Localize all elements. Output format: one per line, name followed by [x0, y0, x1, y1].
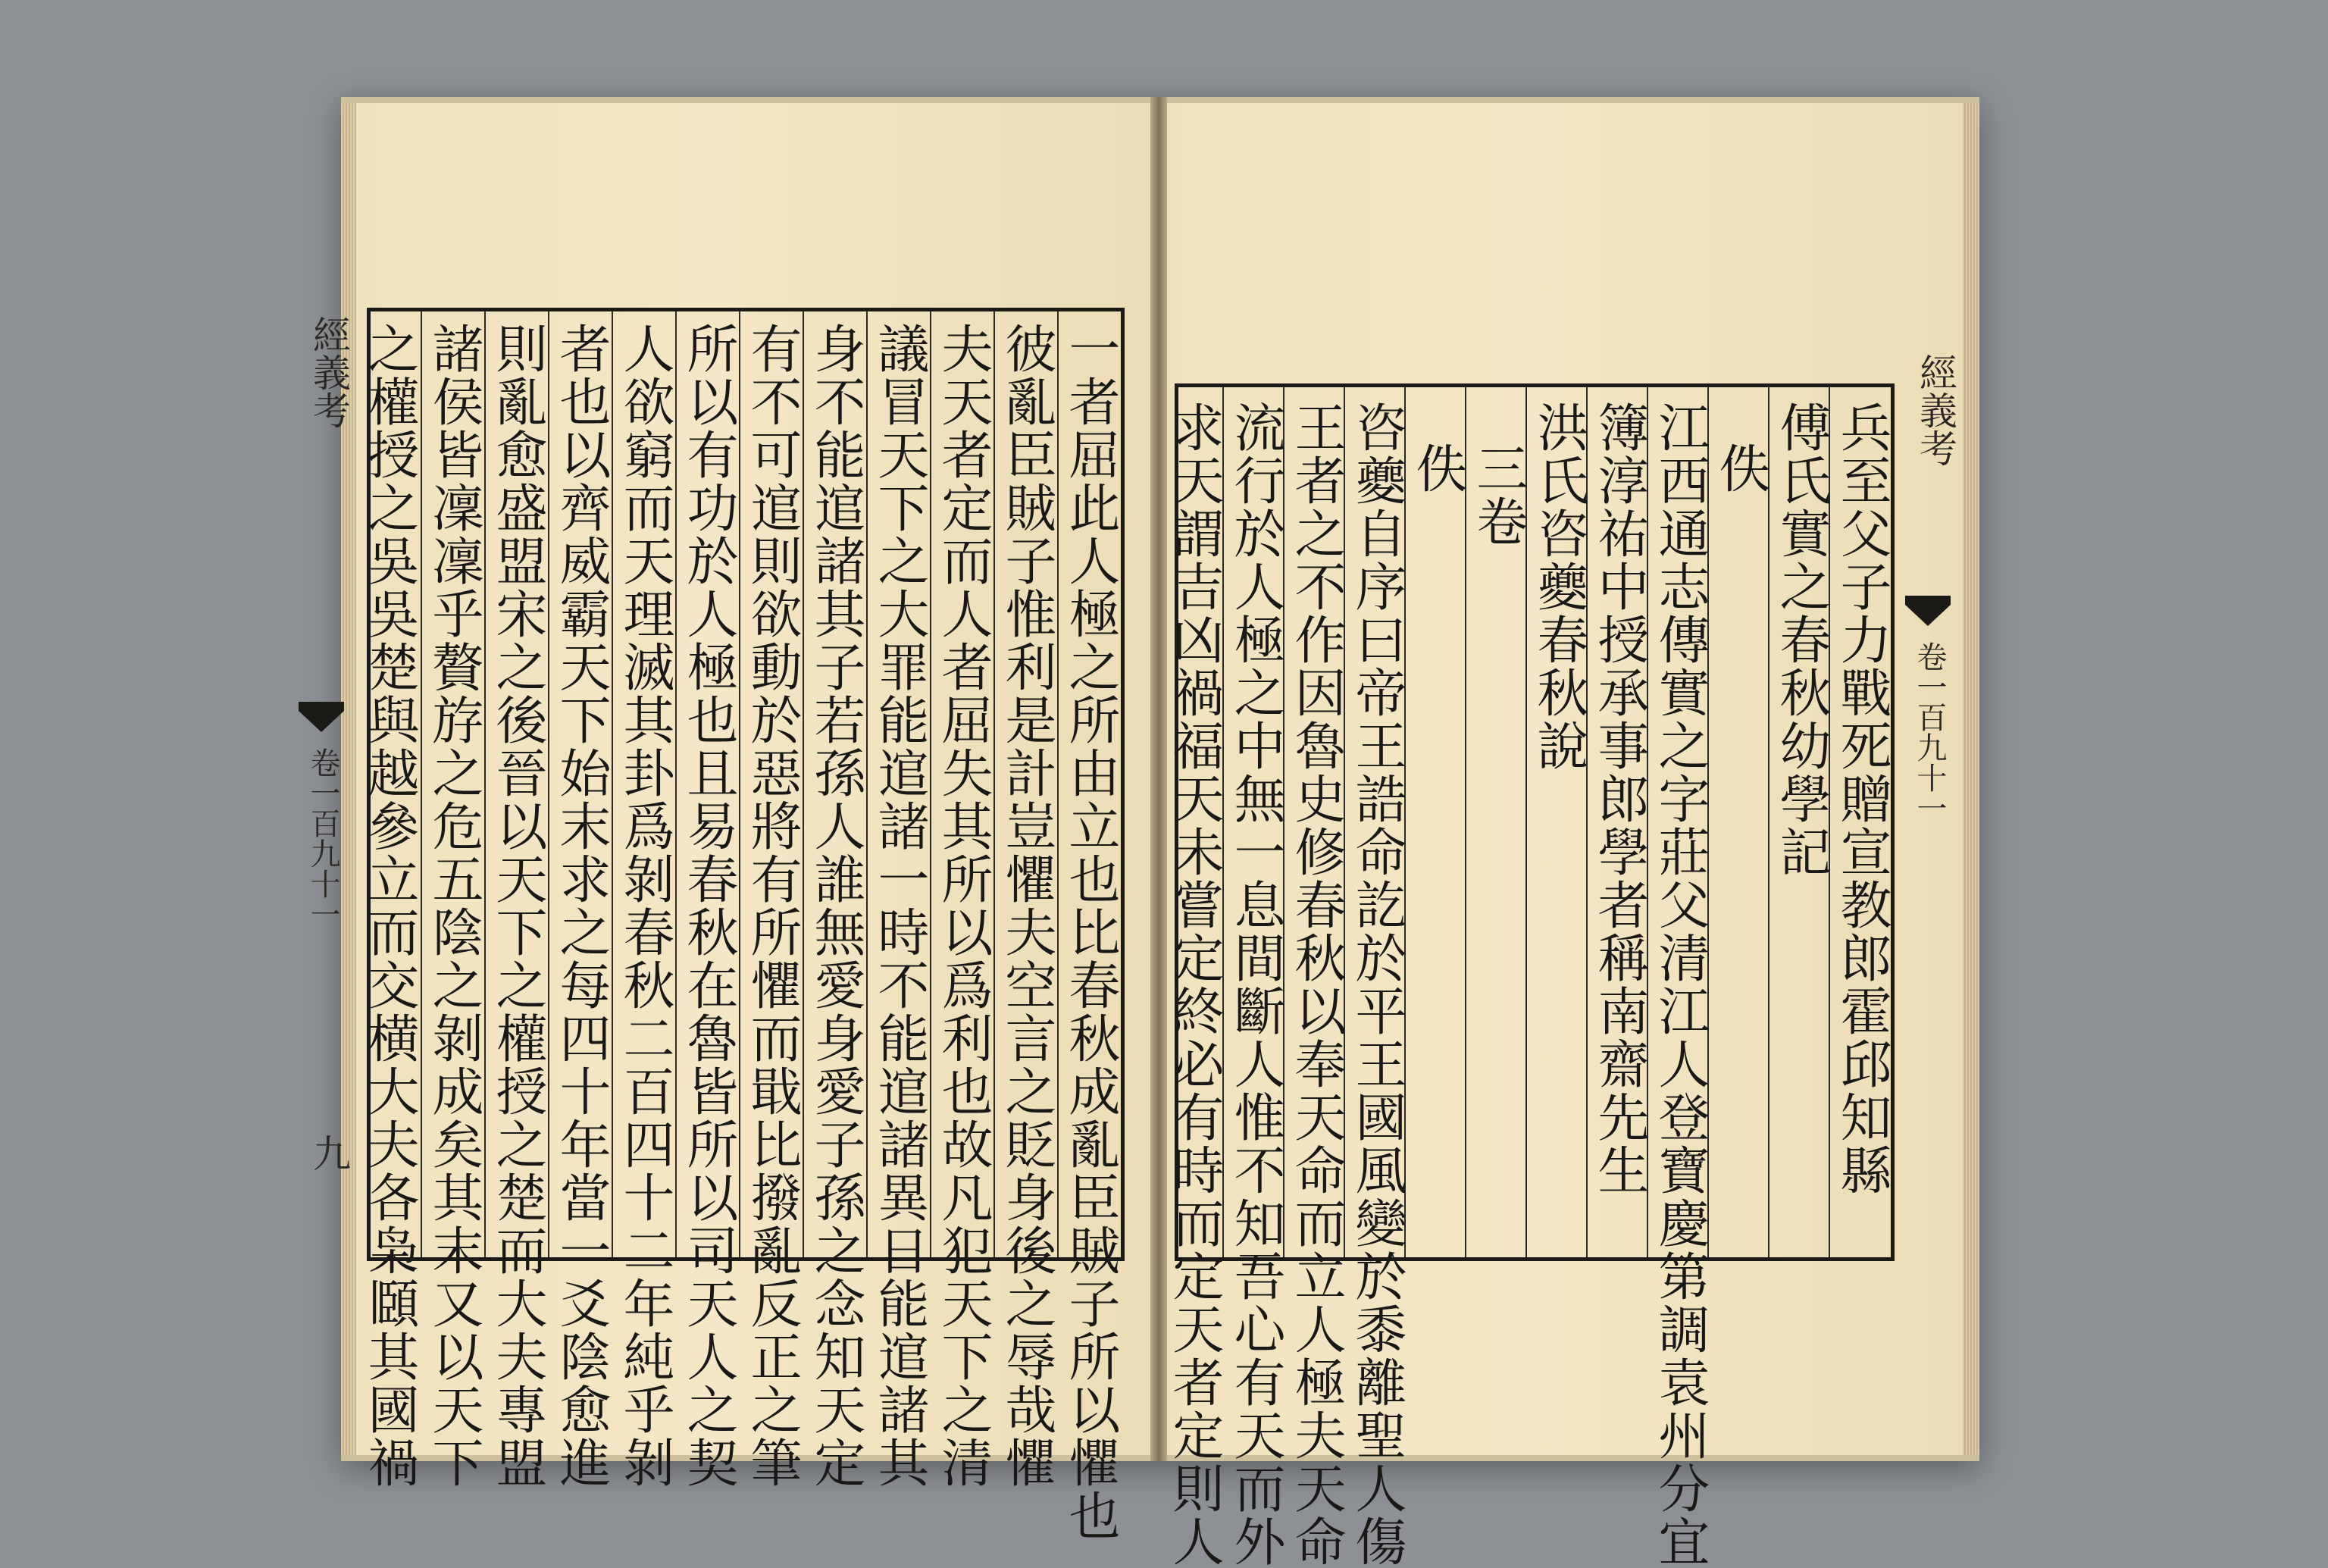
column-text: 咨夔自序曰帝王誥命訖於平王國風變於黍離聖人傷	[1347, 401, 1406, 1568]
margin-juan-number: 卷一百九十一	[1912, 641, 1947, 823]
text-column	[1586, 387, 1650, 1257]
text-column	[1829, 387, 1892, 1257]
text-column	[930, 311, 993, 1489]
column-text: 諸侯皆凜凜乎贅斿之危五陰之剝成矣其末又以天下	[424, 322, 483, 1489]
column-text: 佚	[1710, 442, 1770, 495]
column-text: 者也以齊威霸天下始末求之每四十年當一爻陰愈進	[551, 322, 611, 1489]
text-column	[1525, 387, 1589, 1257]
text-column	[421, 311, 484, 1489]
column-text: 江西通志傳實之字莊父清江人登寶慶第調袁州分宜	[1650, 401, 1710, 1568]
text-column	[484, 311, 548, 1489]
column-text: 王者之不作因魯史修春秋以奉天命而立人極夫天命	[1286, 401, 1346, 1568]
left-page	[305, 103, 1150, 1542]
column-text: 流行於人極之中無一息間斷人惟不知吾心有天而外	[1225, 401, 1285, 1568]
column-text: 人欲窮而天理滅其卦爲剝春秋二百四十二年純乎剝	[615, 322, 674, 1489]
text-column	[1404, 387, 1468, 1257]
open-book	[305, 97, 1979, 1568]
column-text: 佚	[1407, 442, 1467, 495]
text-column	[1647, 387, 1710, 1568]
margin-juan-number: 卷一百九十一	[305, 747, 340, 929]
column-text: 有不可逭則欲動於惡將有所懼而戢比撥亂反正之筆	[742, 322, 802, 1489]
column-text: 洪氏咨夔春秋說	[1529, 401, 1588, 772]
right-block-margin	[1893, 346, 1963, 1261]
column-text: 傅氏實之春秋幼學記	[1771, 401, 1831, 878]
column-text: 兵至父子力戰死贈宣教郎霍邱知縣	[1832, 401, 1892, 1197]
column-text: 所以有功於人極也且易春秋在魯皆所以司天人之契	[678, 322, 738, 1489]
text-column	[1057, 311, 1121, 1542]
text-column	[1283, 387, 1347, 1568]
text-column	[1344, 387, 1407, 1568]
fish-tail-mark	[1905, 596, 1951, 626]
margin-book-title: 經義考	[307, 315, 351, 429]
column-text: 求天謂吉凶禍福天未嘗定終必有時而定天者定則人	[1164, 401, 1224, 1568]
column-text: 議冒天下之大罪能逭諸一時不能逭諸異日能逭諸其	[869, 322, 929, 1489]
column-text: 一者屈此人極之所由立也比春秋成亂臣賊子所以懼也	[1060, 322, 1120, 1542]
text-column	[803, 311, 866, 1489]
text-column	[1162, 387, 1225, 1568]
left-block-margin	[286, 308, 356, 1261]
margin-book-title: 經義考	[1913, 353, 1957, 467]
text-column	[1465, 387, 1529, 1257]
left-text-frame	[359, 308, 1125, 1542]
text-column	[866, 311, 930, 1489]
column-text: 之權授之吳吳楚與越參立而交横大夫各枭頥其國禍	[359, 322, 419, 1489]
column-text: 夫天者定而人者屈失其所以爲利也故凡犯天下之清	[933, 322, 993, 1489]
text-column	[548, 311, 612, 1489]
margin-leaf-number: 九	[307, 1134, 351, 1172]
text-column	[1222, 387, 1286, 1568]
right-page-edges	[1963, 103, 1979, 1455]
text-column	[1707, 387, 1771, 1257]
column-text: 彼亂臣賊子惟利是計豈懼夫空言之貶身後之辱哉懼	[997, 322, 1056, 1489]
column-text: 則亂愈盛盟宋之後晉以天下之權授之楚而大夫專盟	[487, 322, 547, 1489]
column-text: 身不能逭諸其子若孫人誰無愛身愛子孫之念知天定	[806, 322, 865, 1489]
column-text: 簿淳祐中授承事郎學者稱南齋先生	[1589, 401, 1649, 1197]
text-column	[612, 311, 675, 1489]
text-column	[739, 311, 803, 1489]
text-column	[993, 311, 1057, 1489]
fish-tail-mark	[299, 702, 344, 732]
text-column	[1768, 387, 1832, 1257]
right-page	[1164, 103, 1963, 1568]
text-column	[675, 311, 739, 1489]
text-column	[357, 311, 421, 1489]
column-text: 三卷	[1468, 442, 1528, 548]
right-text-frame	[1164, 383, 1895, 1568]
